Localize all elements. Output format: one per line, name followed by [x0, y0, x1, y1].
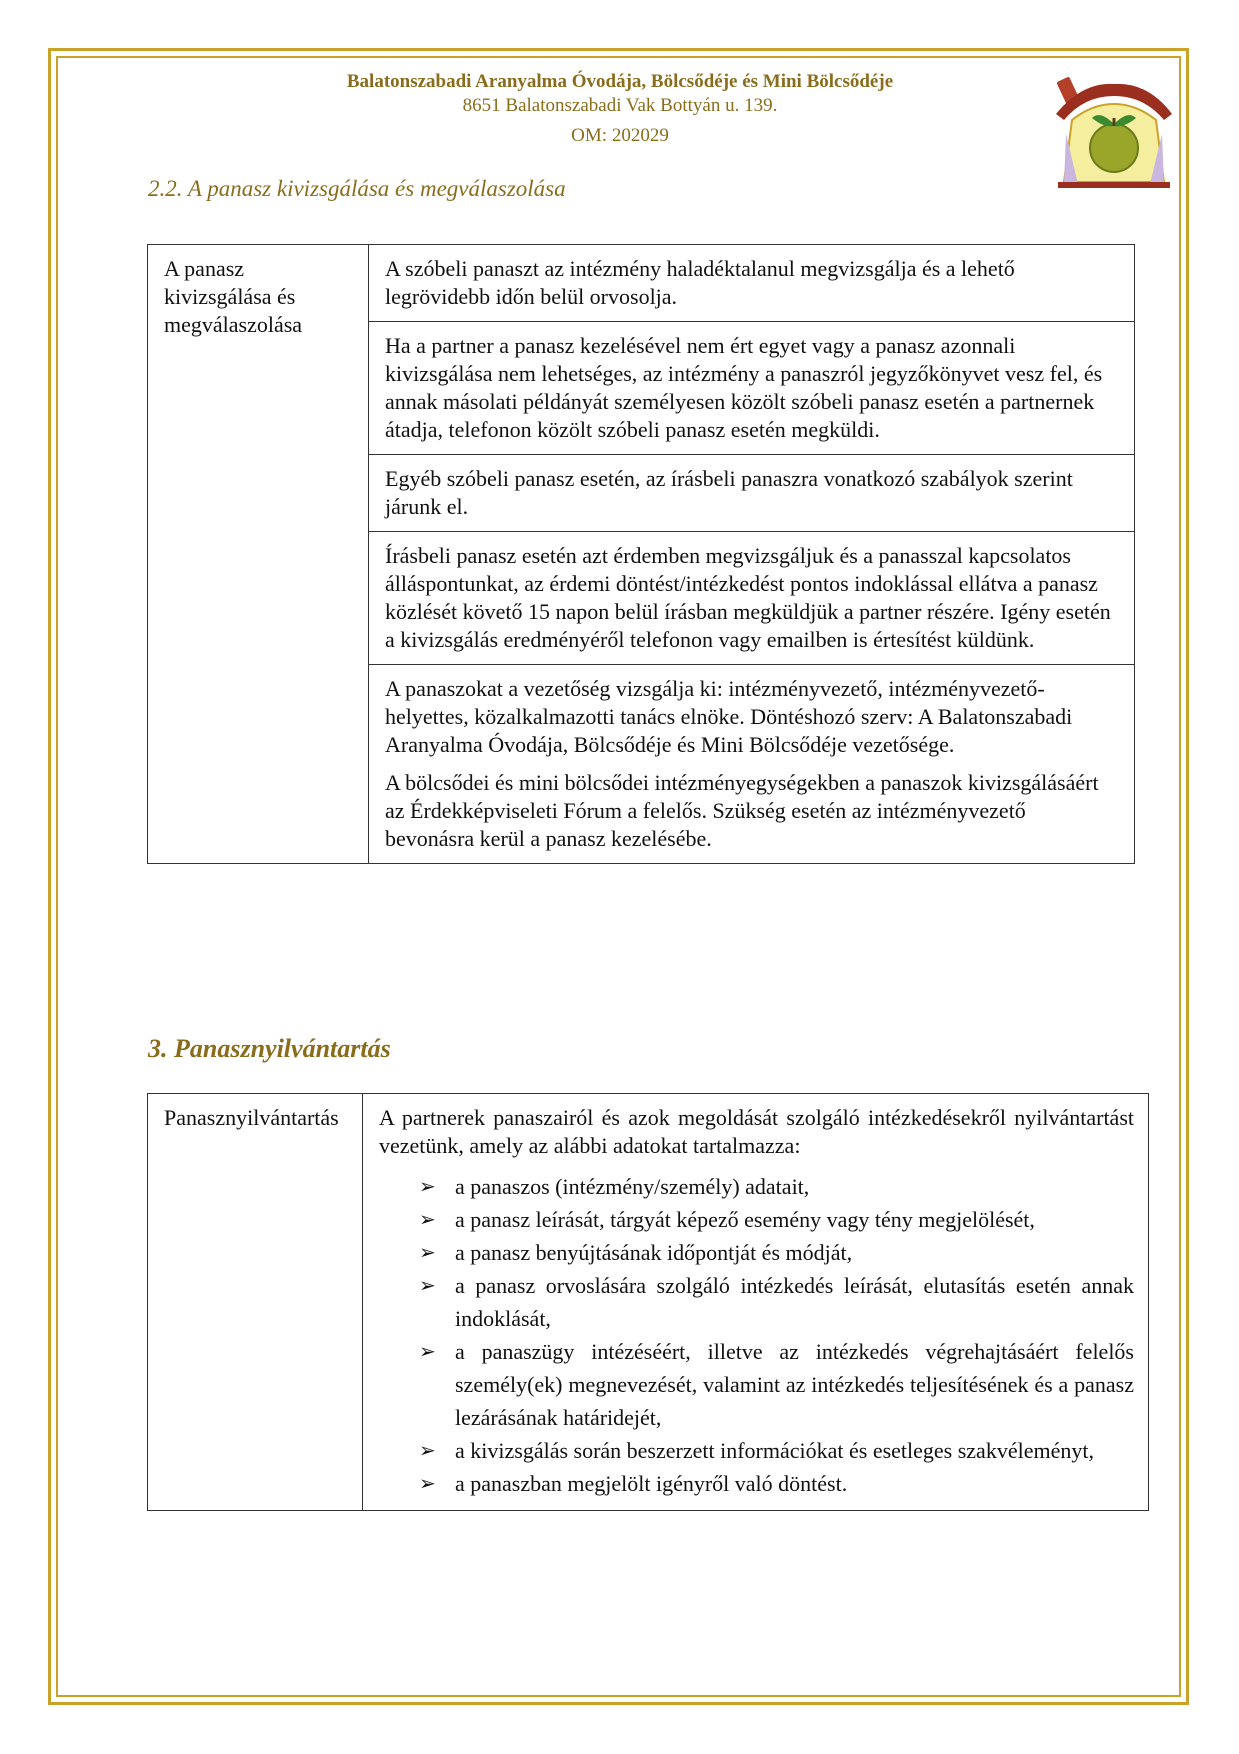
arrowhead-bullet-icon: ➢ — [419, 1174, 436, 1198]
list-item: ➢ a panasz leírását, tárgyát képező esemény vagy tény megjelölését, — [419, 1203, 1134, 1236]
apple-house-logo-icon — [1052, 74, 1176, 192]
register-intro: A partnerek panaszairól és azok megoldását szolgáló intézkedésekről nyilvántartást vezetünk, amely az alábbi adatokat tartalmazza: — [379, 1105, 1134, 1158]
cell-text: Ha a partner a panasz kezelésével nem ért egyet vagy a panasz azonnali kivizsgálása nem lehetséges, az intézmény a panaszról jegyzőkönyvet vesz fel, és annak másolati példányát személyesen közölt szóbeli panasz esetén a partnernek átadja, telefonon közölt szóbeli panasz esetén megküldi. — [385, 333, 1103, 442]
institution-address: 8651 Balatonszabadi Vak Bottyán u. 139. — [462, 95, 778, 116]
table-cell — [369, 455, 1135, 532]
register-fields-list — [379, 1170, 1134, 1500]
table-cell — [369, 665, 1135, 864]
list-item: ➢ a panaszos (intézmény/személy) adatait, — [419, 1170, 1134, 1203]
arrowhead-bullet-icon: ➢ — [419, 1438, 436, 1462]
cell-text: A bölcsődei és mini bölcsődei intézményegységekben a panaszok kivizsgálásáért az Érdekképviseleti Fórum a felelős. Szükség esetén az intézményvezető bevonásra kerül a panasz kezelésébe. — [385, 770, 1099, 851]
row-label-cell — [148, 1094, 363, 1511]
cell-text: A szóbeli panaszt az intézmény haladéktalanul megvizsgálja és a lehető legrövidebb időn belül orvosolja. — [385, 256, 1015, 309]
arrowhead-bullet-icon: ➢ — [419, 1207, 436, 1231]
institution-name: Balatonszabadi Aranyalma Óvodája, Bölcsődéje és Mini Bölcsődéje — [346, 71, 894, 92]
section-title-complaint-register: 3. Panasznyilvántartás — [148, 1034, 391, 1063]
list-item: ➢ a kivizsgálás során beszerzett információkat és esetleges szakvéleményt, — [419, 1434, 1134, 1467]
cell-text: Egyéb szóbeli panasz esetén, az írásbeli panaszra vonatkozó szabályok szerint járunk el. — [385, 466, 1073, 519]
complaint-register-table — [147, 1093, 1149, 1511]
list-item: ➢ a panaszban megjelölt igényről való döntést. — [419, 1467, 1134, 1500]
document-header — [280, 70, 960, 148]
complaint-investigation-table — [147, 244, 1135, 864]
table-row — [148, 1094, 1149, 1511]
row-label: Panasznyilvántartás — [164, 1105, 339, 1130]
table-cell — [369, 245, 1135, 322]
arrowhead-bullet-icon: ➢ — [419, 1471, 436, 1495]
row-label: A panasz kivizsgálása és megválaszolása — [164, 256, 303, 337]
arrowhead-bullet-icon: ➢ — [419, 1273, 436, 1297]
list-item: ➢ a panaszügy intézéséért, illetve az intézkedés végrehajtásáért felelős személy(ek) megnevezését, valamint az intézkedés teljesítésének és a panasz lezárásának határidejét, — [419, 1335, 1134, 1434]
om-number: OM: 202029 — [571, 125, 669, 146]
section-title-complaint-investigation: 2.2. A panasz kivizsgálása és megválaszolása — [148, 176, 566, 201]
list-item: ➢ a panasz orvoslására szolgáló intézkedés leírását, elutasítás esetén annak indoklását, — [419, 1269, 1134, 1335]
arrowhead-bullet-icon: ➢ — [419, 1339, 436, 1363]
table-cell — [363, 1094, 1149, 1511]
table-cell — [369, 322, 1135, 455]
row-label-cell — [148, 245, 369, 864]
list-item: ➢ a panasz benyújtásának időpontját és módját, — [419, 1236, 1134, 1269]
arrowhead-bullet-icon: ➢ — [419, 1240, 436, 1264]
cell-text: A panaszokat a vezetőség vizsgálja ki: intézményvezető, intézményvezető-helyettes, közalkalmazotti tanács elnöke. Döntéshozó szerv: A Balatonszabadi Aranyalma Óvodája, Bölcsődéje és Mini Bölcsődéje vezetősége. — [385, 676, 1073, 757]
table-row — [148, 245, 1135, 322]
table-cell — [369, 532, 1135, 665]
cell-text: Írásbeli panasz esetén azt érdemben megvizsgáljuk és a panasszal kapcsolatos álláspontunkat, az érdemi döntést/intézkedést pontos indoklással ellátva a panasz közlését követő 15 napon belül írásban megküldjük a partner részére. Igény esetén a kivizsgálás eredményéről telefonon vagy emailben is értesítést küldünk. — [385, 543, 1111, 652]
